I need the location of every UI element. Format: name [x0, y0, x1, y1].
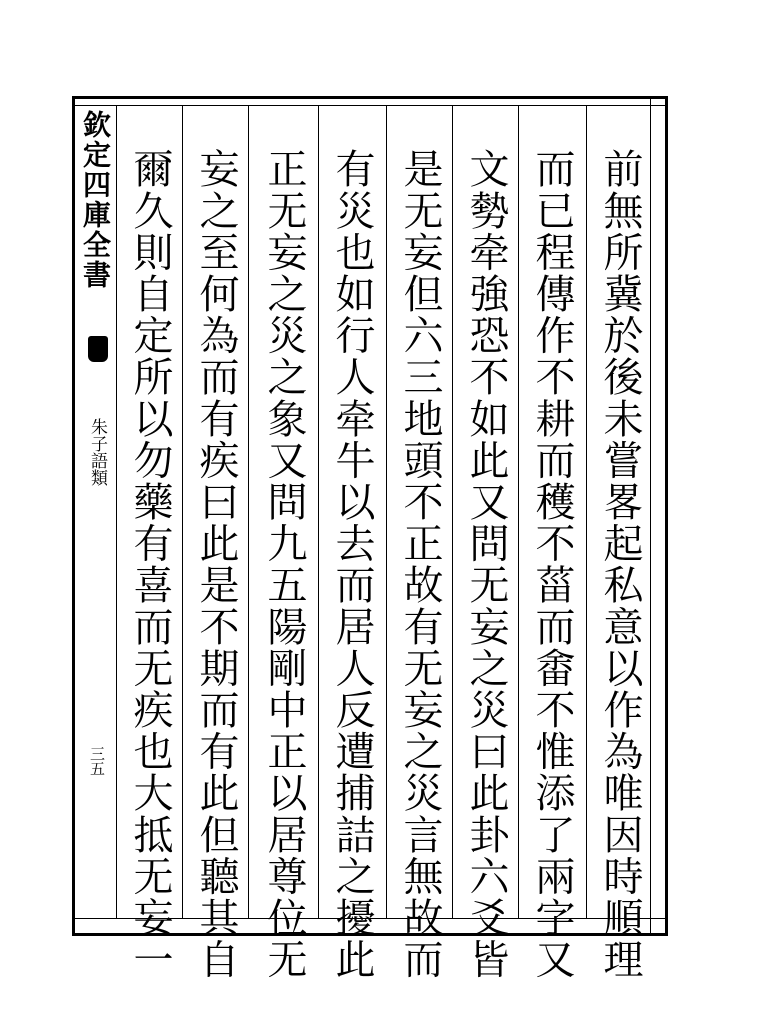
- text-column-5: 有災也如行人牵牛以去而居人反遭捕詰之擾此: [329, 148, 375, 980]
- text-column-6: 正无妄之災之象又問九五陽剛中正以居尊位无: [261, 148, 307, 980]
- border-inner-right: [650, 96, 651, 936]
- book-title: 欽定四庫全書: [79, 110, 112, 290]
- column-rule: [182, 105, 183, 918]
- column-rule: [586, 105, 587, 918]
- text-column-4: 是无妄但六三地頭不正故有无妄之災言無故而: [397, 148, 443, 980]
- column-rule: [318, 105, 319, 918]
- text-column-1: 前無所冀於後未嘗畧起私意以作為唯因時順理: [597, 148, 643, 980]
- fishtail-mark: [88, 336, 108, 362]
- column-rule: [518, 105, 519, 918]
- column-rule: [116, 105, 117, 918]
- page-number: 三五: [88, 746, 106, 776]
- section-title: 朱子語類: [87, 418, 107, 486]
- text-column-8: 爾久則自定所以勿藥有喜而无疾也大抵无妄一: [127, 148, 173, 980]
- column-rule: [452, 105, 453, 918]
- text-column-3: 文勢牵強恐不如此又問无妄之災曰此卦六爻皆: [463, 148, 509, 980]
- column-rule: [248, 105, 249, 918]
- text-column-2: 而已程傳作不耕而穫不菑而畬不惟添了兩字又: [529, 148, 575, 980]
- border-inner-top: [72, 105, 668, 106]
- text-column-7: 妄之至何為而有疾曰此是不期而有此但聽其自: [193, 148, 239, 980]
- column-rule: [386, 105, 387, 918]
